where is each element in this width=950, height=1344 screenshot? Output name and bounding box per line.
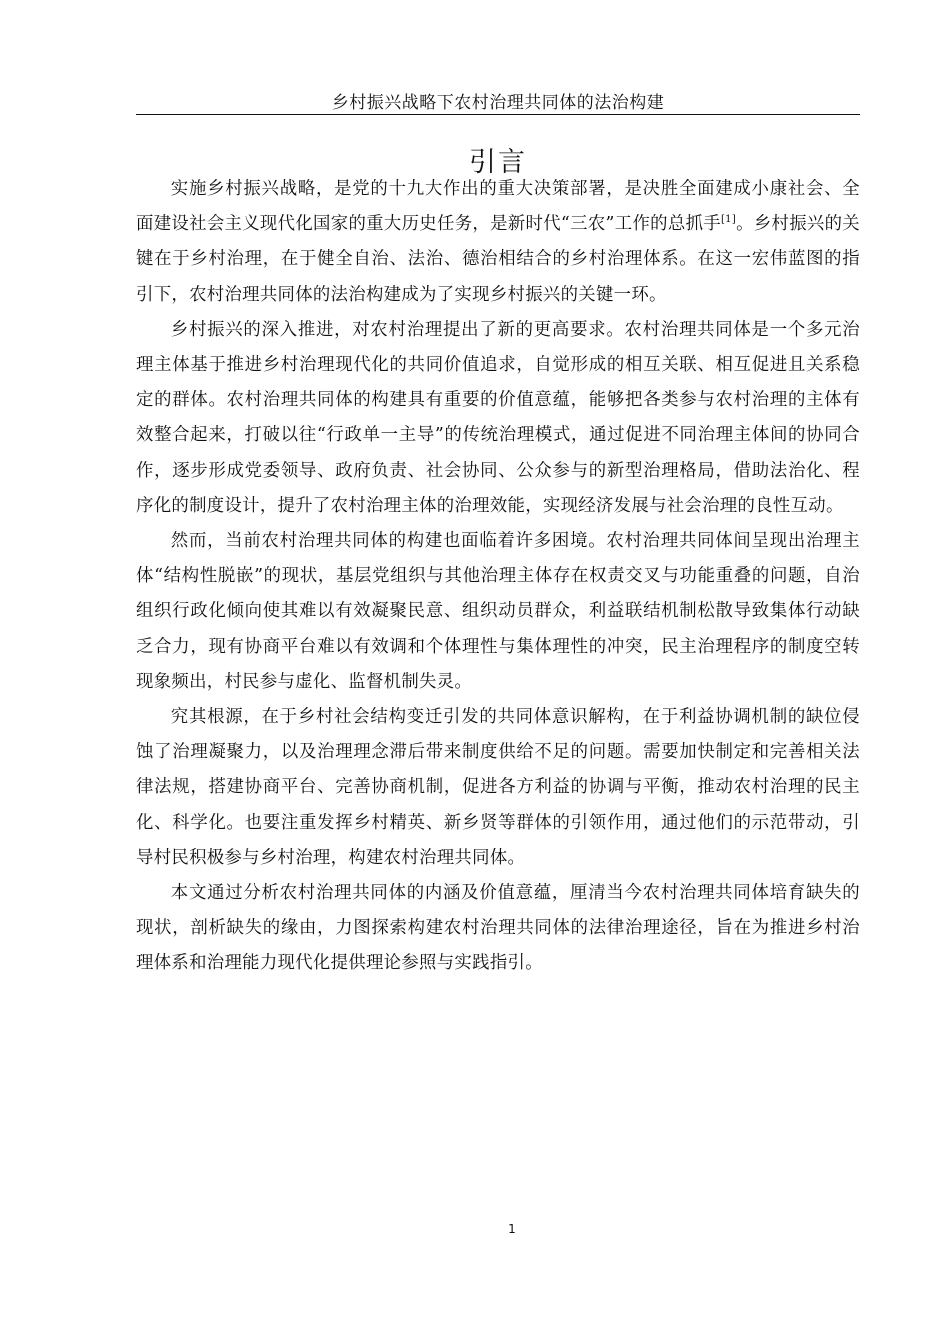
paragraph-2: 乡村振兴的深入推进，对农村治理提出了新的更高要求。农村治理共同体是一个多元治理主体基于推进乡村治理现代化的共同价值追求，自觉形成的相互关联、相互促进且关系稳定的群体。农村治理共同体的构建具有重要的价值意蕴，能够把各类参与农村治理的主体有效整合起来，打破以往“行政单一主导”的传统治理模式，通过促进不同治理主体间的协同合作，逐步形成党委领导、政府负责、社会协同、公众参与的新型治理格局，借助法治化、程序化的制度设计，提升了农村治理主体的治理效能，实现经济发展与社会治理的良性互动。 [136, 319, 860, 516]
citation-marker: [1] [720, 214, 737, 226]
page-number: 1 [508, 1222, 516, 1236]
running-header: 乡村振兴战略下农村治理共同体的法治构建 [331, 93, 665, 113]
paragraph-5: 本文通过分析农村治理共同体的内涵及价值意蕴，厘清当今农村治理共同体培育缺失的现状，剖析缺失的缘由，力图探索构建农村治理共同体的法律治理途径，旨在为推进乡村治理体系和治理能力现代化提供理论参照与实践指引。 [136, 883, 860, 974]
section-title: 引言 [469, 147, 527, 178]
header-rule [136, 114, 860, 115]
body-text [136, 172, 860, 982]
paragraph-3: 然而，当前农村治理共同体的构建也面临着许多困境。农村治理共同体间呈现出治理主体“结构性脱嵌”的现状，基层党组织与其他治理主体存在权责交叉与功能重叠的问题，自治组织行政化倾向使其难以有效凝聚民意、组织动员群众，利益联结机制松散导致集体行动缺乏合力，现有协商平台难以有效调和个体理性与集体理性的冲突，民主治理程序的制度空转现象频出，村民参与虚化、监督机制失灵。 [136, 531, 860, 692]
paragraph-1 [136, 172, 860, 313]
paragraph-4: 究其根源，在于乡村社会结构变迁引发的共同体意识解构，在于利益协调机制的缺位侵蚀了治理凝聚力，以及治理理念滞后带来制度供给不足的问题。需要加快制定和完善相关法律法规，搭建协商平台、完善协商机制，促进各方利益的协调与平衡，推动农村治理的民主化、科学化。也要注重发挥乡村精英、新乡贤等群体的引领作用，通过他们的示范带动，引导村民积极参与乡村治理，构建农村治理共同体。 [136, 707, 860, 868]
paragraph-1-text: 实施乡村振兴战略，是党的十九大作出的重大决策部署，是决胜全面建成小康社会、全面建设社会主义现代化国家的重大历史任务，是新时代“三农”工作的总抓手 [136, 179, 860, 235]
paragraph-1-text-continued: 。乡村振兴的关键在于乡村治理，在于健全自治、法治、德治相结合的乡村治理体系。在这一宏伟蓝图的指引下，农村治理共同体的法治构建成为了实现乡村振兴的关键一环。 [136, 214, 860, 305]
